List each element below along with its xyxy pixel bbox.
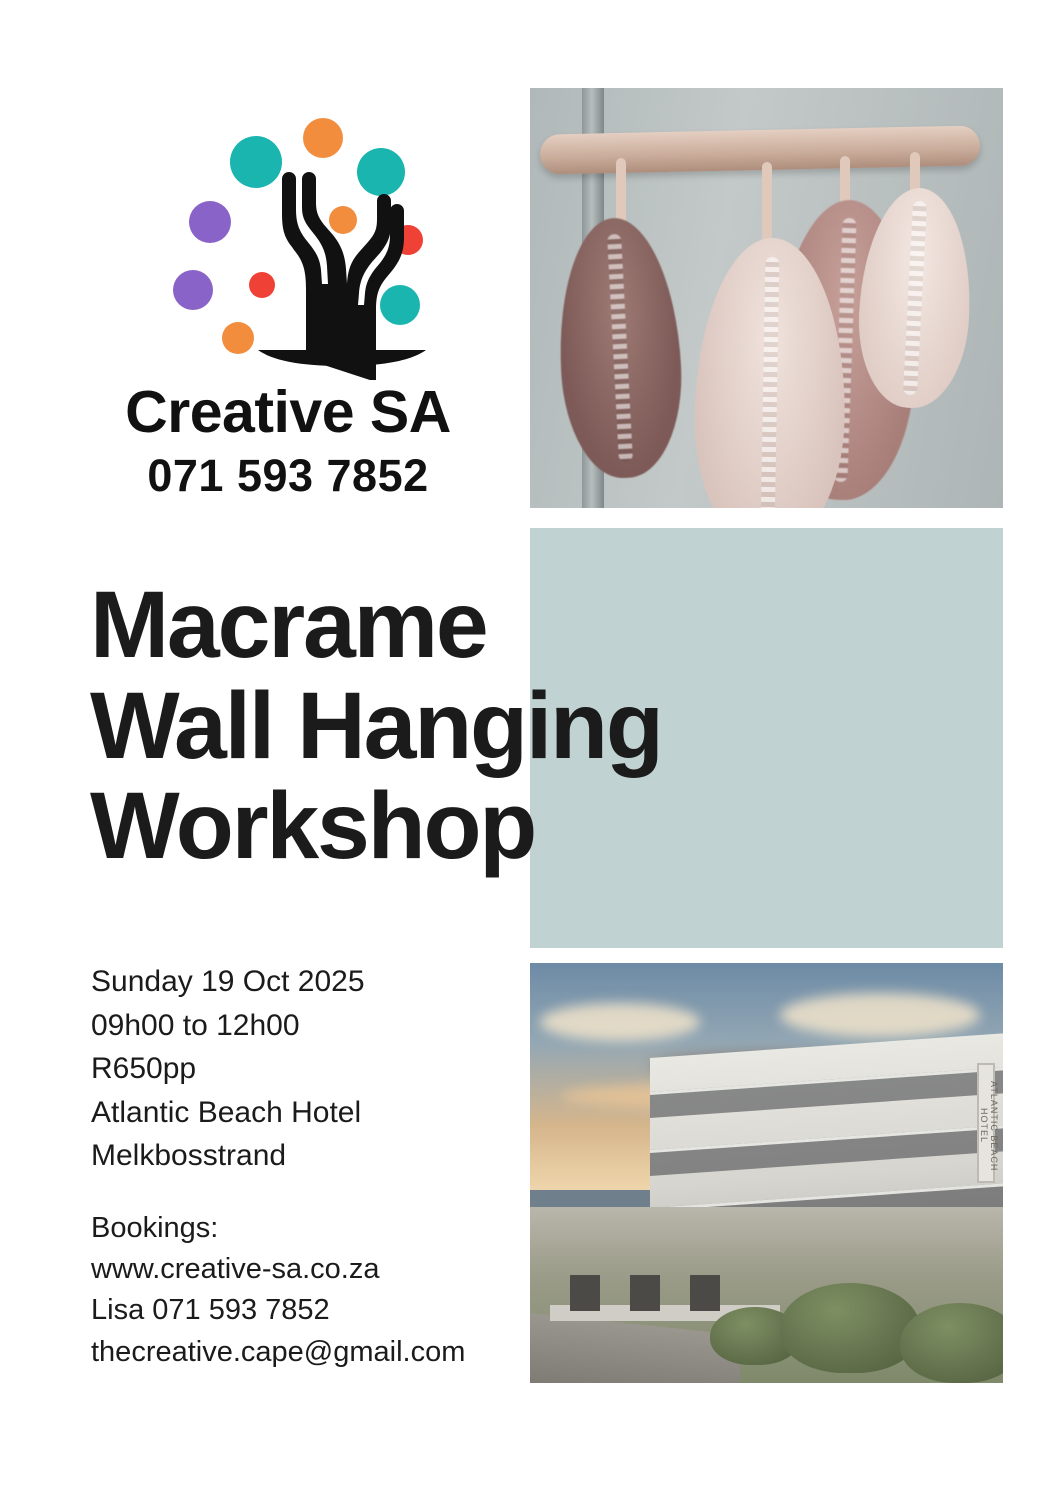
feather-spine [761, 256, 780, 508]
event-time: 09h00 to 12h00 [91, 1008, 300, 1042]
planter [690, 1275, 720, 1311]
brand-name: Creative SA [125, 379, 451, 445]
hotel-photo [530, 963, 1003, 1383]
tree-with-dots-logo-icon [138, 100, 438, 380]
headline-line-3: Workshop [90, 773, 536, 880]
bookings-block [91, 1208, 541, 1373]
cloud [780, 993, 980, 1037]
cloud [540, 1003, 700, 1041]
event-price: R650pp [91, 1052, 197, 1085]
event-venue: Atlantic Beach Hotel [91, 1095, 362, 1129]
event-date: Sunday 19 Oct 2025 [91, 965, 365, 998]
road [530, 1313, 740, 1383]
foreground-ground [530, 1207, 1003, 1383]
bookings-label: Bookings: [91, 1212, 219, 1244]
hanging-cord [840, 156, 850, 206]
bookings-email[interactable]: thecreative.cape@gmail.com [91, 1335, 466, 1368]
bookings-contact: Lisa 071 593 7852 [91, 1294, 330, 1327]
brand-logo-block [88, 100, 488, 502]
event-location: Melkbosstrand [91, 1139, 287, 1172]
page-title [90, 572, 880, 880]
macrame-photo [530, 88, 1003, 508]
hanging-cord [762, 162, 772, 248]
event-details [91, 960, 511, 1178]
balcony-row [650, 1125, 1003, 1176]
brand-phone: 071 593 7852 [147, 450, 429, 502]
balcony-row [650, 1067, 1003, 1118]
feather-spine [903, 201, 927, 395]
shrub [900, 1303, 1003, 1383]
shrub [780, 1283, 920, 1373]
headline-line-1: Macrame [90, 572, 487, 678]
feather-spine [607, 233, 633, 462]
hotel-sign [977, 1063, 999, 1183]
planter [570, 1275, 600, 1311]
headline-line-2: Wall Hanging [90, 672, 662, 779]
planter [630, 1275, 660, 1311]
hotel-sign-text: ATLANTIC BEACH HOTEL [979, 1080, 999, 1172]
bookings-website[interactable]: www.creative-sa.co.za [91, 1253, 380, 1286]
